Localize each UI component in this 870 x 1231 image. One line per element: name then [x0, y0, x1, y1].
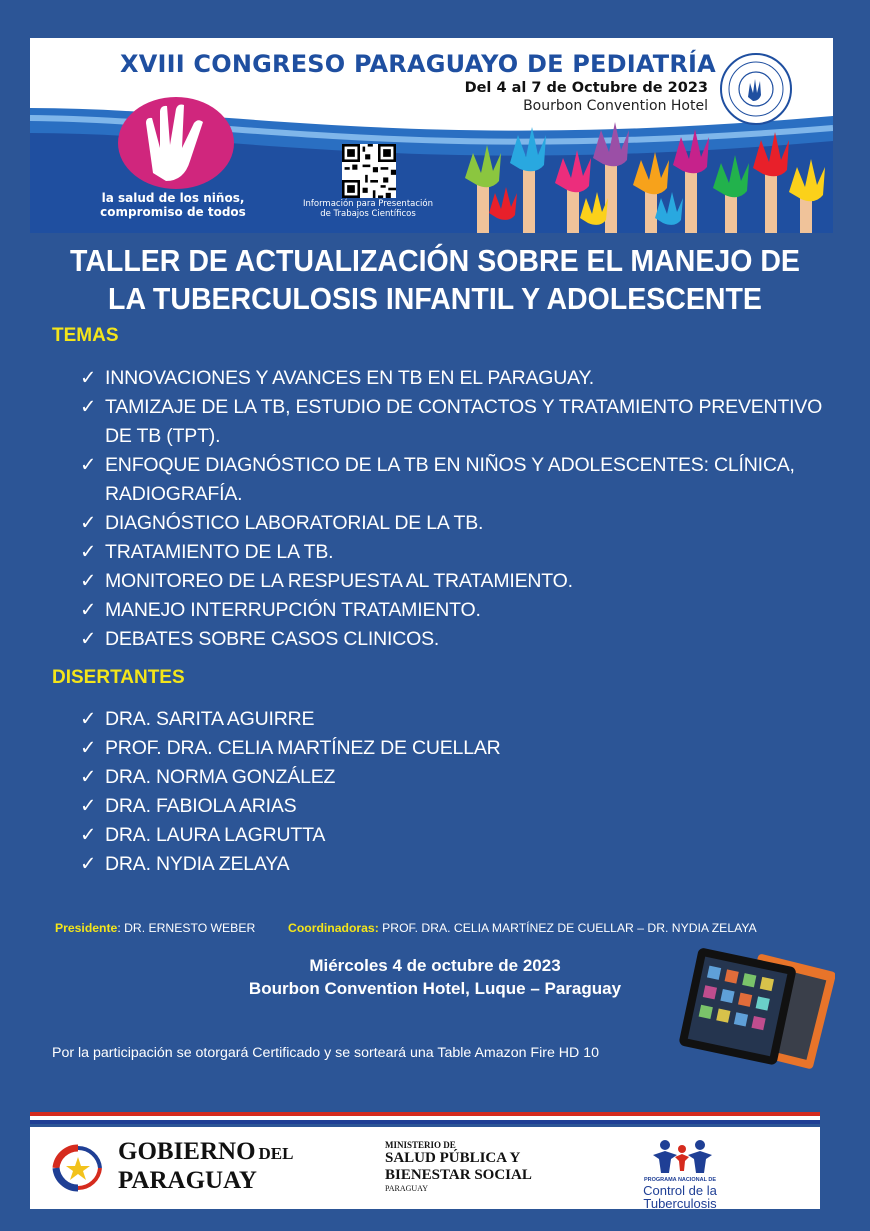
event-date: Miércoles 4 de octubre de 2023: [309, 956, 561, 975]
coordinators-value: PROF. DRA. CELIA MARTÍNEZ DE CUELLAR – DR. NYDIA ZELAYA: [378, 921, 757, 935]
coordinators-label: Coordinadoras:: [288, 921, 379, 935]
check-icon: ✓: [80, 396, 97, 418]
check-icon: ✓: [80, 795, 97, 817]
tablet-prize-image: [675, 946, 835, 1074]
temas-heading: TEMAS: [52, 325, 119, 346]
check-icon: ✓: [80, 599, 97, 621]
check-icon: ✓: [80, 367, 97, 389]
sponsor-footer: [30, 1127, 820, 1209]
prize-note: Por la participación se otorgará Certificado y se sorteará una Table Amazon Fire HD 10: [52, 1045, 600, 1061]
paraguay-government-emblem-icon: [50, 1143, 108, 1193]
slogan-line-2: compromiso de todos: [100, 205, 246, 219]
list-item: ✓ DRA. NORMA GONZÁLEZ: [80, 763, 825, 792]
gobierno-paraguay-logo: [118, 1139, 294, 1194]
list-item: ✓ MANEJO INTERRUPCIÓN TRATAMIENTO.: [80, 596, 825, 625]
list-item: ✓ TRATAMIENTO DE LA TB.: [80, 538, 825, 567]
qr-code-icon[interactable]: [342, 144, 396, 198]
credits-line: [55, 921, 757, 935]
check-icon: ✓: [80, 824, 97, 846]
check-icon: ✓: [80, 454, 97, 476]
pediatrics-society-seal: [720, 53, 792, 125]
president-value: : DR. ERNESTO WEBER: [117, 921, 256, 935]
slogan-line-1: la salud de los niños,: [101, 191, 245, 205]
congress-venue: Bourbon Convention Hotel: [523, 98, 708, 114]
flag-stripe-blue: [30, 1120, 820, 1124]
list-item: ✓ DRA. SARITA AGUIRRE: [80, 705, 825, 734]
qr-caption: [278, 199, 458, 219]
check-icon: ✓: [80, 628, 97, 650]
msp-line-4: PARAGUAY: [385, 1184, 428, 1193]
congress-banner: [30, 38, 833, 233]
gov-line-1: GOBIERNO: [118, 1138, 256, 1165]
event-info: [160, 954, 710, 1000]
programa-control-tuberculosis-logo: [620, 1177, 740, 1210]
qr-caption-line-2: de Trabajos Científicos: [320, 209, 416, 219]
list-item: ✓ DRA. FABIOLA ARIAS: [80, 792, 825, 821]
temas-list: [80, 364, 825, 654]
workshop-title-line-1: TALLER DE ACTUALIZACIÓN SOBRE EL MANEJO DE: [70, 243, 800, 278]
list-item: ✓ ENFOQUE DIAGNÓSTICO DE LA TB EN NIÑOS Y ADOLESCENTES: CLÍNICA, RADIOGRAFÍA.: [80, 451, 825, 509]
list-item: ✓ DIAGNÓSTICO LABORATORIAL DE LA TB.: [80, 509, 825, 538]
msp-line-2: SALUD PÚBLICA Y: [385, 1150, 521, 1166]
colorful-hands-illustration: [455, 118, 833, 233]
list-item: ✓ INNOVACIONES Y AVANCES EN TB EN EL PARAGUAY.: [80, 364, 825, 393]
list-item: ✓ DRA. NYDIA ZELAYA: [80, 850, 825, 879]
president-label: Presidente: [55, 921, 118, 935]
msp-line-3: BIENESTAR SOCIAL: [385, 1167, 532, 1183]
tuberculosis-program-figures-icon: [645, 1137, 720, 1177]
congress-dates: Del 4 al 7 de Octubre de 2023: [464, 80, 708, 96]
msp-line-1: MINISTERIO DE: [385, 1140, 456, 1150]
slogan: [88, 191, 258, 219]
disertantes-list: [80, 705, 825, 879]
qr-caption-line-1: Información para Presentación: [303, 199, 433, 209]
list-item: ✓ MONITOREO DE LA RESPUESTA AL TRATAMIENTO.: [80, 567, 825, 596]
check-icon: ✓: [80, 512, 97, 534]
check-icon: ✓: [80, 708, 97, 730]
pnct-line-1: PROGRAMA NACIONAL DE: [643, 1177, 717, 1183]
check-icon: ✓: [80, 737, 97, 759]
check-icon: ✓: [80, 853, 97, 875]
gov-line-1-small: DEL: [258, 1144, 294, 1163]
check-icon: ✓: [80, 766, 97, 788]
ministerio-salud-logo: [385, 1140, 532, 1194]
pnct-line-3: Tuberculosis: [643, 1196, 717, 1211]
gov-line-2: PARAGUAY: [118, 1167, 257, 1194]
disertantes-heading: DISERTANTES: [52, 667, 185, 688]
list-item: ✓ DEBATES SOBRE CASOS CLINICOS.: [80, 625, 825, 654]
list-item: ✓ TAMIZAJE DE LA TB, ESTUDIO DE CONTACTOS Y TRATAMIENTO PREVENTIVO DE TB (TPT).: [80, 393, 825, 451]
list-item: ✓ DRA. LAURA LAGRUTTA: [80, 821, 825, 850]
workshop-title-line-2: LA TUBERCULOSIS INFANTIL Y ADOLESCENTE: [108, 281, 762, 316]
list-item: ✓ PROF. DRA. CELIA MARTÍNEZ DE CUELLAR: [80, 734, 825, 763]
workshop-title: [53, 242, 817, 318]
check-icon: ✓: [80, 570, 97, 592]
check-icon: ✓: [80, 541, 97, 563]
pnct-line-2: Control de la: [643, 1183, 717, 1198]
congress-title: XVIII CONGRESO PARAGUAYO DE PEDIATRÍA: [120, 50, 716, 78]
event-place: Bourbon Convention Hotel, Luque – Paraguay: [248, 979, 622, 998]
